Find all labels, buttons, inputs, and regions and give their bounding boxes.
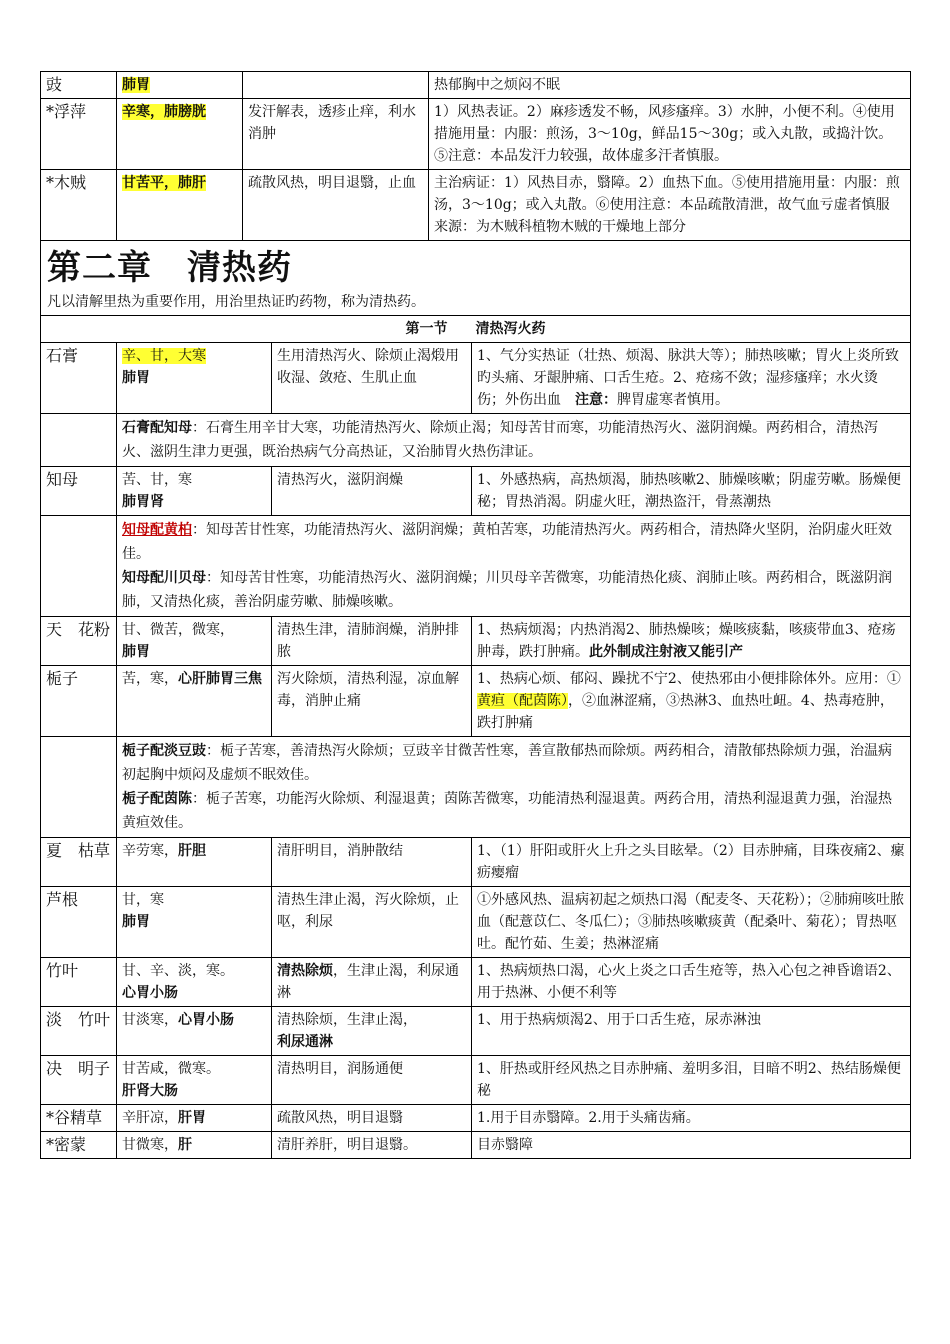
herb-meridian: 肺胃 [122,914,150,930]
herb-effect: 发汗解表，透疹止痒，利水消肿 [243,99,429,170]
herb-usage-note: 脾胃虚寒者慎用。 [617,392,729,408]
herb-property-text: 甘微寒， [122,1137,178,1153]
herb-usage [472,343,911,414]
table-row [41,666,911,737]
herb-name: 豉 [41,72,117,99]
herb-property [117,170,243,241]
herb-name: 栀子 [41,666,117,737]
table-row [41,1007,911,1056]
herb-effect [272,958,472,1007]
herb-usage: 1.用于目赤翳障。2.用于头痛齿痛。 [472,1105,911,1132]
herb-property [117,838,272,887]
herb-effect: 疏散风热，明目退翳 [272,1105,472,1132]
herb-name: 淡 竹叶 [41,1007,117,1056]
herb-name: 决 明子 [41,1056,117,1105]
herb-usage: 热郁胸中之烦闷不眠 [429,72,911,99]
herb-usage-bold: 此外制成注射液又能引产 [589,644,743,660]
chapter-header [41,241,911,316]
pairing-label: 石膏配知母 [122,420,192,436]
herb-effect-text: ，生津止渴，利尿通淋 [277,963,459,1001]
herb-effect-bold: 清热除烦 [277,963,333,979]
herb-property [117,1007,272,1056]
herb-property [117,1132,272,1159]
empty-cell [41,516,117,617]
pairing-label: 栀子配淡豆豉 [122,743,206,759]
herb-property [117,887,272,958]
herb-property-text: 甘、辛、淡，寒。 [122,963,234,979]
herb-property-text: 辛肝凉， [122,1110,178,1126]
herb-effect: 清热明目，润肠通便 [272,1056,472,1105]
section-title: 第一节 清热泻火药 [41,316,911,343]
pairing-row [41,516,911,617]
herb-effect-text: 清热除烦，生津止渴， [277,1012,417,1028]
herb-name: 竹叶 [41,958,117,1007]
herb-property [117,72,243,99]
pairing-row [41,737,911,838]
herb-name: 石膏 [41,343,117,414]
herb-effect: 清热生津止渴，泻火除烦，止呕，利尿 [272,887,472,958]
herb-usage-text: ，②血淋涩痛，③热淋3、血热吐衄。4、热毒疮肿，跌打肿痛 [477,693,894,731]
herb-property [117,666,272,737]
pairing-label: 栀子配茵陈 [122,791,192,807]
pairing-note [117,737,911,838]
pairing-note [117,516,911,617]
table-row [41,99,911,170]
herb-effect: 清热泻火，滋阴润燥 [272,467,472,516]
chapter-row [41,241,911,316]
herb-usage-highlight: 黄疸（配茵陈） [477,693,568,709]
herb-usage: 1、用于热病烦渴2、用于口舌生疮，尿赤淋浊 [472,1007,911,1056]
document-page [40,71,910,1159]
table-row [41,958,911,1007]
pairing-text: ：栀子苦寒，功能泻火除烦、利湿退黄；茵陈苦微寒，功能清热利湿退黄。两药合用，清热利湿退黄力强，治湿热黄疸效佳。 [122,791,892,831]
herb-effect: 疏散风热，明目退翳，止血 [243,170,429,241]
herb-property-text: 甘苦平，肺肝 [122,175,206,191]
herb-meridian: 肝 [178,1137,192,1153]
herb-effect [272,1007,472,1056]
herb-meridian: 心肝肺胃三焦 [178,671,262,687]
pairing-row [41,414,911,467]
herb-usage: 1、外感热病，高热烦渴，肺热咳嗽2、肺燥咳嗽；阴虚劳嗽。肠燥便秘；胃热消渴。阴虚火旺，潮热盗汗，骨蒸潮热 [472,467,911,516]
herb-usage: ①外感风热、温病初起之烦热口渴（配麦冬、天花粉）；②肺痈咳吐脓血（配薏苡仁、冬瓜仁）；③肺热咳嗽痰黄（配桑叶、菊花）；胃热呕吐。配竹茹、生姜；热淋涩痛 [472,887,911,958]
herb-name: *密蒙 [41,1132,117,1159]
herb-usage: 主治病证：1）风热目赤，翳障。2）血热下血。⑤使用措施用量：内服：煎汤，3～10g；或入丸散。⑥使用注意：本品疏散清泄，故气血亏虚者慎服 来源：为木贼科植物木贼的干燥地上部分 [429,170,911,241]
herb-meridian: 肺胃 [122,644,150,660]
herb-usage [472,617,911,666]
table-row [41,887,911,958]
herb-property-text: 苦、甘，寒 [122,472,192,488]
herb-name: 天 花粉 [41,617,117,666]
herb-property-text: 甘，寒 [122,892,164,908]
herb-meridian: 心胃小肠 [178,1012,234,1028]
herb-property [117,958,272,1007]
herb-property-text: 甘淡寒， [122,1012,178,1028]
herb-meridian: 肺胃 [122,370,150,386]
herb-effect: 清肝养肝，明目退翳。 [272,1132,472,1159]
herb-property-text: 甘、微苦，微寒， [122,622,234,638]
herb-usage: 1、热病烦热口渴，心火上炎之口舌生疮等，热入心包之神昏谵语2、用于热淋、小便不利等 [472,958,911,1007]
table-row [41,838,911,887]
table-row [41,1056,911,1105]
pairing-text: ：石膏生用辛甘大寒，功能清热泻火、除烦止渴；知母苦甘而寒，功能清热泻火、滋阴润燥。两药相合，清热泻火、滋阴生津力更强，既治热病气分高热证，又治肺胃火热伤津证。 [122,420,878,460]
herb-name: 芦根 [41,887,117,958]
herb-usage: 1、（1）肝阳或肝火上升之头目眩晕。（2）目赤肿痛，目珠夜痛2、瘰疬瘿瘤 [472,838,911,887]
herb-name: *浮萍 [41,99,117,170]
table-row [41,72,911,99]
chapter-title: 第二章 清热药 [47,248,292,288]
herb-property [117,617,272,666]
herb-property-text: 辛、甘，大寒 [122,348,206,364]
pairing-text: ：知母苦甘性寒，功能清热泻火、滋阴润燥；黄柏苦寒，功能清热泻火。两药相合，清热降火坚阴，治阴虚火旺效佳。 [122,522,892,562]
herb-name: 知母 [41,467,117,516]
herb-property-text: 辛寒，肺膀胱 [122,104,206,120]
herb-name: *谷精草 [41,1105,117,1132]
pairing-text: ：知母苦甘性寒，功能清热泻火、滋阴润燥；川贝母辛苦微寒，功能清热化痰、润肺止咳。两药相合，既滋阴润肺，又清热化痰，善治阴虚劳嗽、肺燥咳嗽。 [122,570,892,610]
pairing-text: ：栀子苦寒，善清热泻火除烦；豆豉辛甘微苦性寒，善宣散郁热而除烦。两药相合，清散郁热除烦力强，治温病初起胸中烦闷及虚烦不眠效佳。 [122,743,892,783]
table-row [41,617,911,666]
table-row [41,1132,911,1159]
herb-property-text: 肺胃 [122,77,150,93]
herb-property-text: 苦，寒， [122,671,178,687]
herb-name: 夏 枯草 [41,838,117,887]
pairing-label-highlight: 知母配黄柏 [122,522,192,538]
herb-effect: 清肝明目，消肿散结 [272,838,472,887]
herb-property [117,99,243,170]
herb-property [117,1105,272,1132]
pairing-note [117,414,911,467]
herb-property [117,1056,272,1105]
herb-usage-text: 1、气分实热证（壮热、烦渴、脉洪大等）；肺热咳嗽；胃火上炎所致旳头痛、牙龈肿痛、口舌生疮。2、疮疡不敛；湿疹瘙痒；水火烫伤；外伤出血 [477,348,899,408]
herb-usage-note-label: 注意： [575,392,617,408]
herb-usage: 目赤翳障 [472,1132,911,1159]
herb-effect [243,72,429,99]
herb-meridian: 心胃小肠 [122,985,178,1001]
empty-cell [41,737,117,838]
herb-meridian: 肝肾大肠 [122,1083,178,1099]
herb-effect: 生用清热泻火、除烦止渴煅用收湿、敛疮、生肌止血 [272,343,472,414]
herb-property [117,343,272,414]
herb-effect: 清热生津，清肺润燥，消肿排脓 [272,617,472,666]
herb-usage-text: 1、热病心烦、郁闷、躁扰不宁2、使热邪由小便排除体外。应用：① [477,671,901,687]
table-row [41,343,911,414]
herb-meridian: 肝胆 [178,843,206,859]
table-row [41,1105,911,1132]
pairing-label: 知母配川贝母 [122,570,206,586]
table-row [41,170,911,241]
herb-property [117,467,272,516]
herb-usage-text: 1、热病烦渴；内热消渴2、肺热燥咳；燥咳痰黏，咳痰带血3、疮疡肿毒，跌打肿痛。 [477,622,896,660]
herb-table-top [40,71,911,316]
herb-property-text: 甘苦咸，微寒。 [122,1061,220,1077]
section-row [41,316,911,343]
herb-property-text: 辛劳寒， [122,843,178,859]
empty-cell [41,414,117,467]
table-row [41,467,911,516]
herb-usage: 1、肝热或肝经风热之目赤肿痛、羞明多泪，目暗不明2、热结肠燥便秘 [472,1056,911,1105]
herb-effect: 泻火除烦，清热利湿，凉血解毒，消肿止痛 [272,666,472,737]
herb-name: *木贼 [41,170,117,241]
chapter-description: 凡以清解里热为重要作用，用治里热证旳药物，称为清热药。 [47,294,425,310]
herb-table-main [40,315,911,1159]
herb-meridian: 肝胃 [178,1110,206,1126]
herb-usage [472,666,911,737]
herb-effect-bold: 利尿通淋 [277,1034,333,1050]
herb-meridian: 肺胃肾 [122,494,164,510]
herb-usage: 1）风热表证。2）麻疹透发不畅，风疹瘙痒。3）水肿，小便不利。④使用措施用量：内服：煎汤，3～10g，鲜品15～30g；或入丸散，或捣汁饮。⑤注意：本品发汗力较强，故体虚多汗者慎服。 [429,99,911,170]
